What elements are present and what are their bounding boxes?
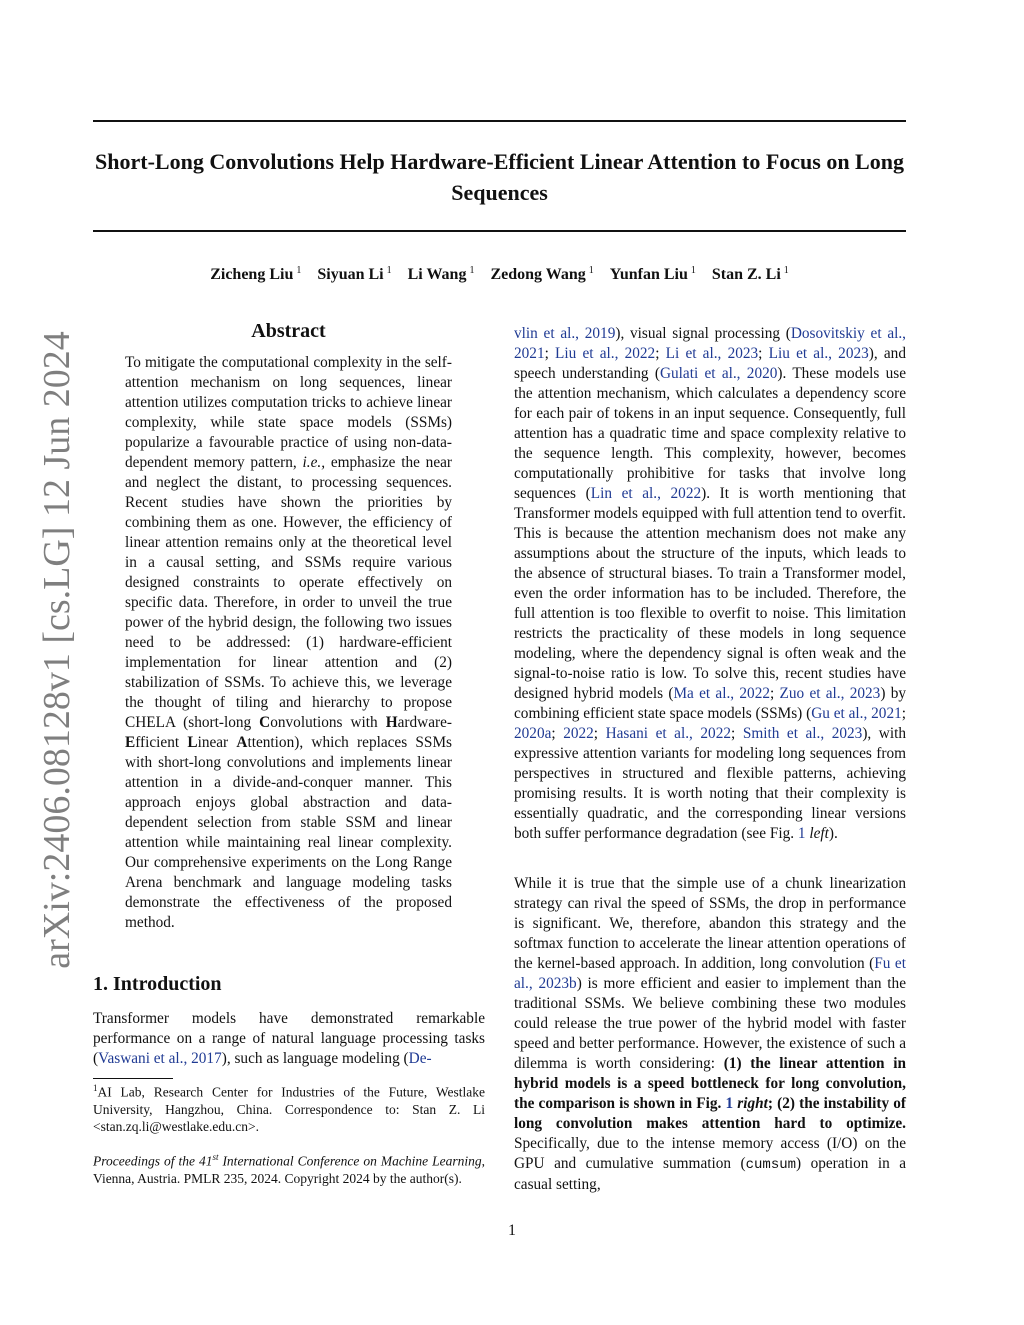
citation-link[interactable]: Smith et al., 2023	[742, 725, 863, 742]
paper-title: Short-Long Convolutions Help Hardware-Efficient Linear Attention to Focus on Long Sequences	[95, 149, 904, 205]
author-name-text: Li Wang	[407, 266, 467, 284]
author-affiliation-marker: 1	[783, 265, 789, 276]
author-name	[317, 266, 391, 283]
text-run: ; (2) the instability of long convolution makes attention hard to optimize.	[514, 1095, 906, 1132]
introduction-paragraph	[93, 1009, 485, 1069]
citation-link[interactable]: Ma et al., 2022	[673, 685, 770, 702]
text-run: emphasize the near and neglect the distant, to processing sequences. Recent studies have shown the priorities by combining them as one. However, the efficiency of linear attention remains only at the theoretical level in a causal setting, and SSMs require various designed constraints to operate effectively on specific data. Therefore, in order to unveil the true power of the hybrid design, the following two issues need to be addressed: (1) hardware-efficient implementation for linear attention and (2) stabilization of SSMs. To achieve this, we leverage the thought of tiling and hierarchy to propose CHELA (short-long	[125, 454, 452, 731]
abstract-text	[125, 353, 452, 933]
author-list	[93, 265, 906, 284]
arxiv-identifier[interactable]: arXiv:2406.08128v1 [cs.LG] 12 Jun 2024	[36, 331, 78, 969]
text-run: onvolutions with	[270, 714, 386, 731]
title-bottom-rule	[93, 230, 906, 232]
text-run: E	[125, 734, 136, 751]
text-run: International Conference on Machine Learning	[218, 1153, 482, 1169]
text-run: (1) the linear attention in hybrid models is a speed bottleneck for long convolution, the comparison is shown in Fig.	[514, 1055, 906, 1112]
citation-link[interactable]: 2022	[563, 725, 594, 742]
text-run: i.e.,	[302, 454, 326, 471]
text-run: ;	[901, 705, 906, 722]
text-run: H	[385, 714, 398, 731]
author-name	[490, 266, 593, 283]
proceedings-note	[93, 1149, 485, 1187]
text-run: ttention), which replaces SSMs with short-long convolutions and implements linear attention in a divide-and-conquer manner. This approach enjoys global abstraction and data-dependent selection from stable SSM and linear attention while maintaining real linear complexity. Our comprehensive experiments on the Long Range Arena benchmark and language modeling tasks demonstrate the effectiveness of the proposed method.	[125, 734, 452, 931]
text-run: right	[737, 1095, 768, 1112]
citation-link[interactable]: Lin et al., 2022	[590, 485, 702, 502]
citation-link[interactable]: Zuo et al., 2023	[779, 685, 881, 702]
author-name	[712, 266, 789, 283]
text-run: 41	[198, 1153, 213, 1169]
author-name-text: Stan Z. Li	[711, 266, 781, 284]
page-number: 1	[508, 1222, 516, 1239]
author-affiliation-marker: 1	[469, 265, 475, 276]
text-run: AI Lab, Research Center for Industries of the Future, Westlake University, Hangzhou, China. Correspondence to: Stan Z. Li <stan.zq.li@westlake.edu.cn>.	[93, 1084, 485, 1134]
title-top-rule	[93, 120, 906, 122]
section-heading-introduction: 1. Introduction	[93, 973, 222, 995]
text-run: ) operation in a casual setting,	[514, 1155, 906, 1193]
text-run: ).	[828, 825, 838, 842]
text-run: L	[187, 734, 198, 751]
citation-link[interactable]: Vaswani et al., 2017	[98, 1050, 222, 1067]
text-run: ;	[770, 685, 780, 702]
author-name-text: Zedong Wang	[490, 266, 586, 284]
text-run: ), with expressive attention variants for modeling long sequences from perspectives in structured and flexible patterns, achieving promising results. It is worth noting that their complexity is essentially quadratic, and the corresponding linear versions both suffer performance degradation (see Fig.	[514, 725, 906, 842]
author-affiliation-marker: 1	[588, 265, 594, 276]
text-run: inear	[197, 734, 237, 751]
citation-link[interactable]: Fu et al., 2023b	[514, 955, 906, 992]
text-run: ), and speech understanding (	[514, 345, 906, 382]
affiliation-footnote	[93, 1080, 485, 1135]
text-run: A	[236, 734, 248, 751]
author-affiliation-marker: 1	[296, 265, 302, 276]
footnote-divider	[93, 1078, 173, 1079]
text-run: ;	[758, 345, 769, 362]
abstract-heading: Abstract	[251, 320, 326, 342]
author-name	[408, 266, 475, 283]
citation-link[interactable]: vlin et al., 2019	[514, 325, 616, 342]
text-run: Proceedings of the	[93, 1153, 199, 1169]
citation-link[interactable]: 1	[725, 1095, 734, 1112]
right-column-paragraph-1	[514, 324, 906, 844]
text-run: 1	[93, 1083, 98, 1093]
citation-link[interactable]: De-	[408, 1050, 432, 1067]
text-run: While it is true that the simple use of a chunk linearization strategy can rival the speed of SSMs, the drop in performance is significant. We, therefore, abandon this strategy and the softmax function to accelerate the linear attention operations of the kernel-based approach. In addition, long convolution (	[514, 875, 906, 972]
author-name	[610, 266, 696, 283]
author-affiliation-marker: 1	[386, 265, 392, 276]
citation-link[interactable]: 2020a	[514, 725, 552, 742]
text-run: C	[259, 714, 271, 731]
text-run: cumsum	[745, 1157, 797, 1173]
citation-link[interactable]: Dosovitskiy et al., 2021	[514, 325, 907, 362]
author-name-text: Yunfan Liu	[609, 266, 688, 284]
text-run: fficient	[135, 734, 188, 751]
author-name	[210, 266, 301, 283]
citation-link[interactable]: Liu et al., 2022	[555, 345, 656, 362]
text-run: To mitigate the computational complexity in the self-attention mechanism on long sequences, linear attention utilizes computation tricks to achieve linear complexity, while state space models (SSMs) popularize a favourable practice of using non-data-dependent memory pattern,	[125, 354, 452, 471]
text-run: ;	[593, 725, 606, 742]
text-run: ) is more efficient and easier to implement than the traditional SSMs. We believe combining these two modules could release the true power of the hybrid model with faster speed and better performance. However, the existence of such a dilemma is worth considering:	[514, 975, 906, 1072]
text-run: Transformer models have demonstrated remarkable performance on a range of natural language processing tasks (	[93, 1010, 485, 1067]
right-column-paragraph-2	[514, 874, 906, 1195]
citation-link[interactable]: Liu et al., 2023	[768, 345, 869, 362]
citation-link[interactable]: Gulati et al., 2020	[659, 365, 778, 382]
text-run: st	[212, 1152, 219, 1162]
text-run: ;	[544, 345, 556, 362]
author-name-text: Siyuan Li	[317, 266, 384, 284]
text-run: ;	[551, 725, 564, 742]
author-name-text: Zicheng Liu	[210, 266, 294, 284]
author-affiliation-marker: 1	[690, 265, 696, 276]
text-run: Specifically, due to the intense memory access (I/O) on the GPU and cumulative summation (	[514, 1135, 906, 1172]
text-run: , Vienna, Austria. PMLR 235, 2024. Copyright 2024 by the author(s).	[93, 1153, 485, 1186]
text-run: ;	[655, 345, 666, 362]
citation-link[interactable]: Gu et al., 2021	[811, 705, 902, 722]
citation-link[interactable]: Li et al., 2023	[665, 345, 759, 362]
text-run: ). These models use the attention mechanism, which calculates a dependency score for each pair of tokens in an input sequence. Consequently, full attention has a quadratic time and space complexity relative to the sequence length. This complexity, however, becomes computationally prohibitive for tasks that involve long sequences (	[514, 365, 907, 502]
text-run: ) by combining efficient state space models (SSMs) (	[514, 685, 907, 722]
text-run: left	[809, 825, 829, 842]
citation-link[interactable]: Hasani et al., 2022	[605, 725, 732, 742]
text-run: ardware-	[397, 714, 452, 731]
text-run: ). It is worth mentioning that Transformer models equipped with full attention tend to overfit. This is because the attention mechanism does not make any assumptions about the structure of the inputs, which leads to the absence of structural biases. To train a Transformer model, even the order information has to be included. Therefore, the full attention is too flexible to overfit to noise. This limitation restricts the practicality of these models in long sequence modeling, where the dependency signal is often weak and the signal-to-noise ratio is low. To solve this, recent studies have designed hybrid models (	[514, 485, 906, 702]
text-run: ), visual signal processing (	[615, 325, 791, 342]
text-run: ), such as language modeling (	[221, 1050, 409, 1067]
text-run: ;	[731, 725, 743, 742]
citation-link[interactable]: 1	[797, 825, 806, 842]
